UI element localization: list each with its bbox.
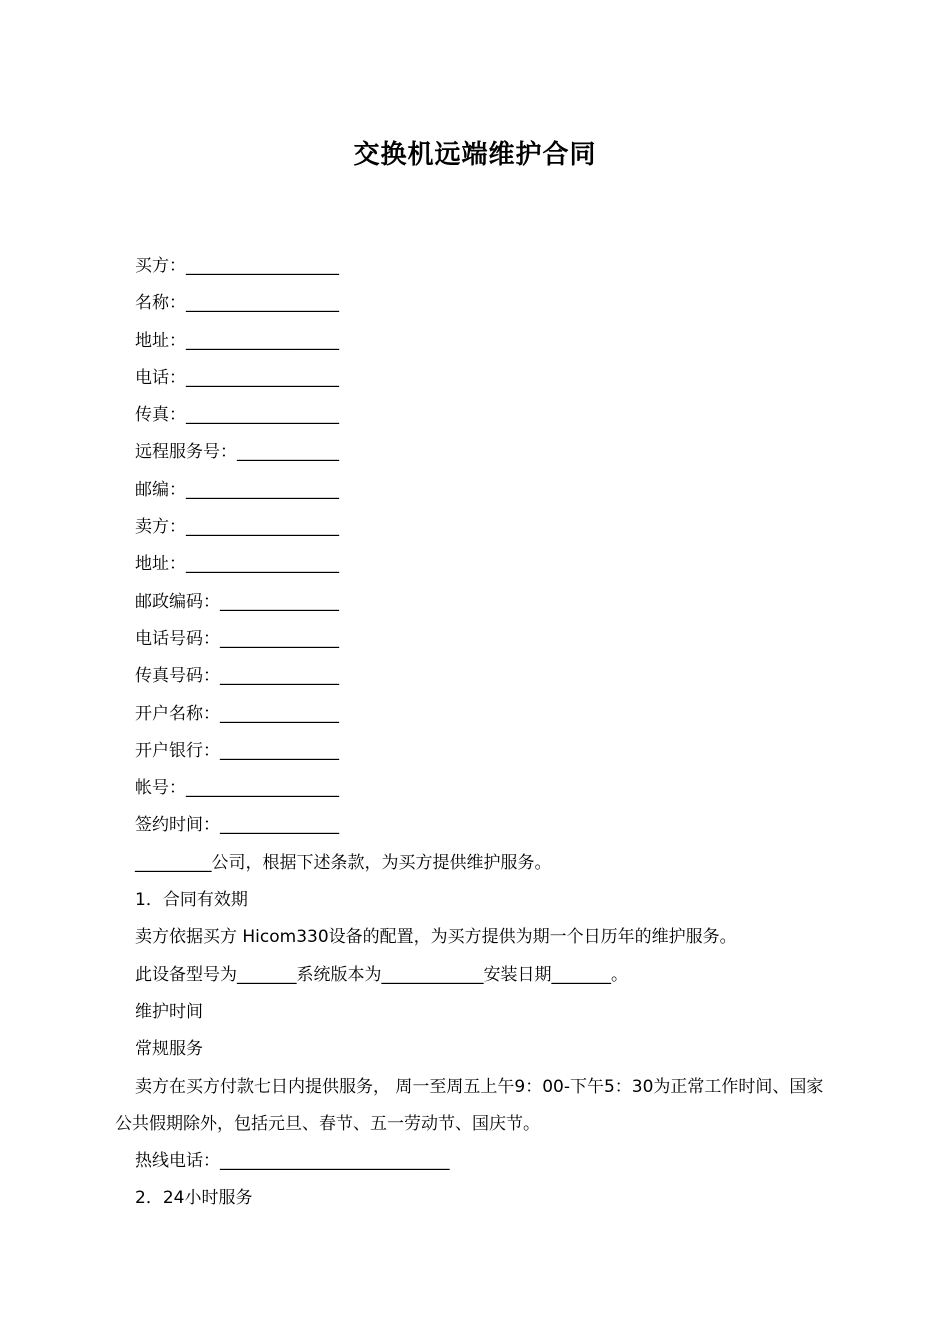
- field-buyer-postcode: 邮编：__________________: [135, 479, 339, 500]
- field-seller-phone: 电话号码：______________: [135, 628, 339, 649]
- intro-line: _________公司，根据下述条款，为买方提供维护服务。: [135, 852, 552, 873]
- field-account-number: 帐号：__________________: [135, 778, 339, 799]
- field-account-name: 开户名称：______________: [135, 703, 339, 724]
- field-buyer-phone: 电话：__________________: [135, 367, 339, 388]
- field-seller-address: 地址：__________________: [135, 554, 339, 575]
- section-2-heading: 2．24小时服务: [135, 1188, 253, 1209]
- field-signing-date: 签约时间：______________: [135, 815, 339, 836]
- document-title: 交换机远端维护合同: [353, 140, 597, 170]
- field-seller-fax: 传真号码：______________: [135, 666, 339, 687]
- section-1-heading: 1．合同有效期: [135, 890, 248, 911]
- field-buyer-fax: 传真：__________________: [135, 405, 339, 426]
- hotline-line: 热线电话：___________________________: [135, 1151, 450, 1172]
- contract-body: [115, 248, 837, 1218]
- regular-service-heading: 常规服务: [135, 1039, 203, 1060]
- field-buyer: 买方：__________________: [135, 256, 339, 276]
- section-1-text: 卖方依据买方 Hicom330设备的配置，为买方提供为期一个日历年的维护服务。: [135, 927, 737, 948]
- field-bank: 开户银行：______________: [135, 740, 339, 761]
- field-seller-postcode: 邮政编码：______________: [135, 591, 339, 612]
- equipment-info-line: 此设备型号为_______系统版本为____________安装日期_______。: [135, 964, 628, 985]
- field-buyer-name: 名称：__________________: [135, 293, 339, 314]
- field-buyer-address: 地址：__________________: [135, 330, 339, 351]
- field-seller: 卖方：__________________: [135, 517, 339, 538]
- field-remote-service-number: 远程服务号：____________: [135, 442, 339, 463]
- regular-service-paragraph: 卖方在买方付款七日内提供服务， 周一至周五上午9：00-下午5：30为正常工作时间、国家公共假期除外，包括元旦、春节、五一劳动节、国庆节。: [115, 1076, 824, 1134]
- maintenance-time-heading: 维护时间: [135, 1001, 203, 1022]
